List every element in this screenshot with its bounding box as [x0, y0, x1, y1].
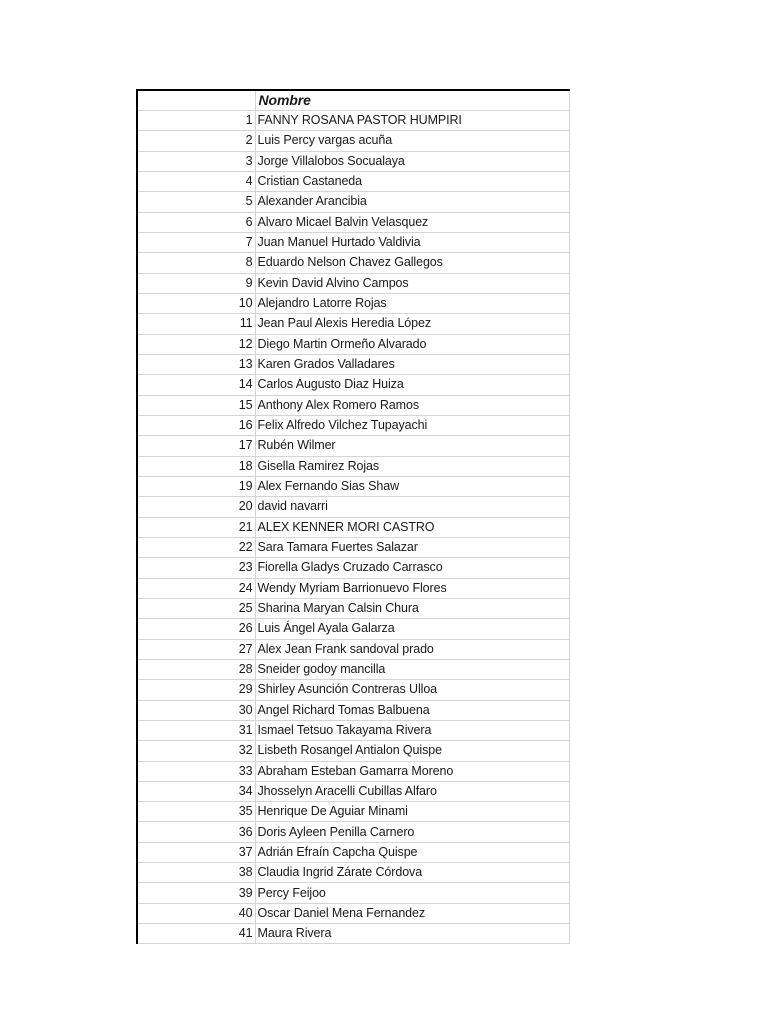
row-name-cell[interactable]: Sharina Maryan Calsin Chura: [255, 598, 569, 618]
table-row: [137, 415, 569, 435]
table-row: [137, 822, 569, 842]
row-number-cell[interactable]: 31: [137, 720, 255, 740]
row-name-cell[interactable]: Kevin David Alvino Campos: [255, 273, 569, 293]
table-row: [137, 842, 569, 862]
row-number-cell[interactable]: 29: [137, 680, 255, 700]
row-name-cell[interactable]: ALEX KENNER MORI CASTRO: [255, 517, 569, 537]
row-name-cell[interactable]: Lisbeth Rosangel Antialon Quispe: [255, 741, 569, 761]
row-name-cell[interactable]: Fiorella Gladys Cruzado Carrasco: [255, 558, 569, 578]
table-row: [137, 863, 569, 883]
table-row: [137, 476, 569, 496]
row-number-cell[interactable]: 19: [137, 476, 255, 496]
row-number-cell[interactable]: 2: [137, 131, 255, 151]
row-number-cell[interactable]: 26: [137, 619, 255, 639]
table-row: [137, 131, 569, 151]
row-name-cell[interactable]: Jean Paul Alexis Heredia López: [255, 314, 569, 334]
row-number-cell[interactable]: 27: [137, 639, 255, 659]
row-name-cell[interactable]: Claudia Ingrid Zárate Córdova: [255, 863, 569, 883]
table-row: [137, 802, 569, 822]
table-body: [137, 90, 569, 944]
table-row: [137, 517, 569, 537]
row-name-cell[interactable]: Luis Percy vargas acuña: [255, 131, 569, 151]
row-number-cell[interactable]: 39: [137, 883, 255, 903]
row-number-cell[interactable]: 40: [137, 903, 255, 923]
row-number-cell[interactable]: 21: [137, 517, 255, 537]
table-row: [137, 456, 569, 476]
row-number-cell[interactable]: 10: [137, 293, 255, 313]
row-name-cell[interactable]: Alex Jean Frank sandoval prado: [255, 639, 569, 659]
row-number-cell[interactable]: 18: [137, 456, 255, 476]
row-name-cell[interactable]: Jorge Villalobos Socualaya: [255, 151, 569, 171]
row-number-cell[interactable]: 22: [137, 537, 255, 557]
row-name-cell[interactable]: Sneider godoy mancilla: [255, 659, 569, 679]
header-number-cell[interactable]: [137, 90, 255, 111]
table-row: [137, 741, 569, 761]
row-name-cell[interactable]: Henrique De Aguiar Minami: [255, 802, 569, 822]
row-number-cell[interactable]: 28: [137, 659, 255, 679]
table-row: [137, 212, 569, 232]
table-row: [137, 192, 569, 212]
row-number-cell[interactable]: 30: [137, 700, 255, 720]
table-row: [137, 761, 569, 781]
table-row: [137, 781, 569, 801]
row-name-cell[interactable]: Maura Rivera: [255, 924, 569, 944]
row-name-cell[interactable]: Alejandro Latorre Rojas: [255, 293, 569, 313]
row-number-cell[interactable]: 1: [137, 111, 255, 131]
table-row: [137, 232, 569, 252]
table-row: [137, 700, 569, 720]
table-row: [137, 578, 569, 598]
row-number-cell[interactable]: 11: [137, 314, 255, 334]
header-name-cell[interactable]: Nombre: [255, 90, 569, 111]
row-number-cell[interactable]: 8: [137, 253, 255, 273]
table-row: [137, 659, 569, 679]
table-row: [137, 924, 569, 944]
table-row: [137, 375, 569, 395]
table-row: [137, 619, 569, 639]
row-name-cell[interactable]: Adrián Efraín Capcha Quispe: [255, 842, 569, 862]
row-number-cell[interactable]: 17: [137, 436, 255, 456]
row-name-cell[interactable]: Ismael Tetsuo Takayama Rivera: [255, 720, 569, 740]
row-number-cell[interactable]: 37: [137, 842, 255, 862]
table-row: [137, 558, 569, 578]
row-number-cell[interactable]: 24: [137, 578, 255, 598]
row-name-cell[interactable]: Angel Richard Tomas Balbuena: [255, 700, 569, 720]
row-number-cell[interactable]: 12: [137, 334, 255, 354]
table-row: [137, 111, 569, 131]
row-name-cell[interactable]: Cristian Castaneda: [255, 171, 569, 191]
row-name-cell[interactable]: Luis Ángel Ayala Galarza: [255, 619, 569, 639]
row-name-cell[interactable]: Gisella Ramirez Rojas: [255, 456, 569, 476]
row-number-cell[interactable]: 6: [137, 212, 255, 232]
table-row: [137, 537, 569, 557]
row-name-cell[interactable]: Alexander Arancibia: [255, 192, 569, 212]
row-name-cell[interactable]: Rubén Wilmer: [255, 436, 569, 456]
row-name-cell[interactable]: Doris Ayleen Penilla Carnero: [255, 822, 569, 842]
row-name-cell[interactable]: Eduardo Nelson Chavez Gallegos: [255, 253, 569, 273]
table-row: [137, 497, 569, 517]
row-name-cell[interactable]: Karen Grados Valladares: [255, 354, 569, 374]
row-number-cell[interactable]: 5: [137, 192, 255, 212]
row-number-cell[interactable]: 14: [137, 375, 255, 395]
row-name-cell[interactable]: david navarri: [255, 497, 569, 517]
row-name-cell[interactable]: Felix Alfredo Vilchez Tupayachi: [255, 415, 569, 435]
table-row: [137, 253, 569, 273]
row-number-cell[interactable]: 35: [137, 802, 255, 822]
row-number-cell[interactable]: 41: [137, 924, 255, 944]
table-row: [137, 395, 569, 415]
row-number-cell[interactable]: 7: [137, 232, 255, 252]
row-number-cell[interactable]: 16: [137, 415, 255, 435]
row-name-cell[interactable]: Carlos Augusto Diaz Huiza: [255, 375, 569, 395]
table-row: [137, 639, 569, 659]
table-row: [137, 720, 569, 740]
table-row: [137, 171, 569, 191]
table-row: [137, 436, 569, 456]
row-number-cell[interactable]: 38: [137, 863, 255, 883]
row-name-cell[interactable]: Abraham Esteban Gamarra Moreno: [255, 761, 569, 781]
row-number-cell[interactable]: 15: [137, 395, 255, 415]
row-name-cell[interactable]: Wendy Myriam Barrionuevo Flores: [255, 578, 569, 598]
row-name-cell[interactable]: Oscar Daniel Mena Fernandez: [255, 903, 569, 923]
row-number-cell[interactable]: 36: [137, 822, 255, 842]
row-name-cell[interactable]: Alvaro Micael Balvin Velasquez: [255, 212, 569, 232]
table-row: [137, 273, 569, 293]
row-number-cell[interactable]: 23: [137, 558, 255, 578]
row-name-cell[interactable]: Sara Tamara Fuertes Salazar: [255, 537, 569, 557]
row-number-cell[interactable]: 34: [137, 781, 255, 801]
row-name-cell[interactable]: FANNY ROSANA PASTOR HUMPIRI: [255, 111, 569, 131]
row-name-cell[interactable]: Percy Feijoo: [255, 883, 569, 903]
table-header-row: [137, 90, 569, 111]
table-row: [137, 334, 569, 354]
table-row: [137, 903, 569, 923]
row-name-cell[interactable]: Anthony Alex Romero Ramos: [255, 395, 569, 415]
row-name-cell[interactable]: Alex Fernando Sias Shaw: [255, 476, 569, 496]
row-name-cell[interactable]: Jhosselyn Aracelli Cubillas Alfaro: [255, 781, 569, 801]
table-row: [137, 883, 569, 903]
row-name-cell[interactable]: Juan Manuel Hurtado Valdivia: [255, 232, 569, 252]
table-row: [137, 151, 569, 171]
table-row: [137, 598, 569, 618]
row-name-cell[interactable]: Shirley Asunción Contreras Ulloa: [255, 680, 569, 700]
row-name-cell[interactable]: Diego Martin Ormeño Alvarado: [255, 334, 569, 354]
row-number-cell[interactable]: 33: [137, 761, 255, 781]
table-row: [137, 680, 569, 700]
row-number-cell[interactable]: 25: [137, 598, 255, 618]
row-number-cell[interactable]: 13: [137, 354, 255, 374]
table-row: [137, 314, 569, 334]
table-row: [137, 293, 569, 313]
table-row: [137, 354, 569, 374]
row-number-cell[interactable]: 20: [137, 497, 255, 517]
row-number-cell[interactable]: 4: [137, 171, 255, 191]
participants-table: [136, 89, 570, 944]
row-number-cell[interactable]: 3: [137, 151, 255, 171]
row-number-cell[interactable]: 9: [137, 273, 255, 293]
row-number-cell[interactable]: 32: [137, 741, 255, 761]
